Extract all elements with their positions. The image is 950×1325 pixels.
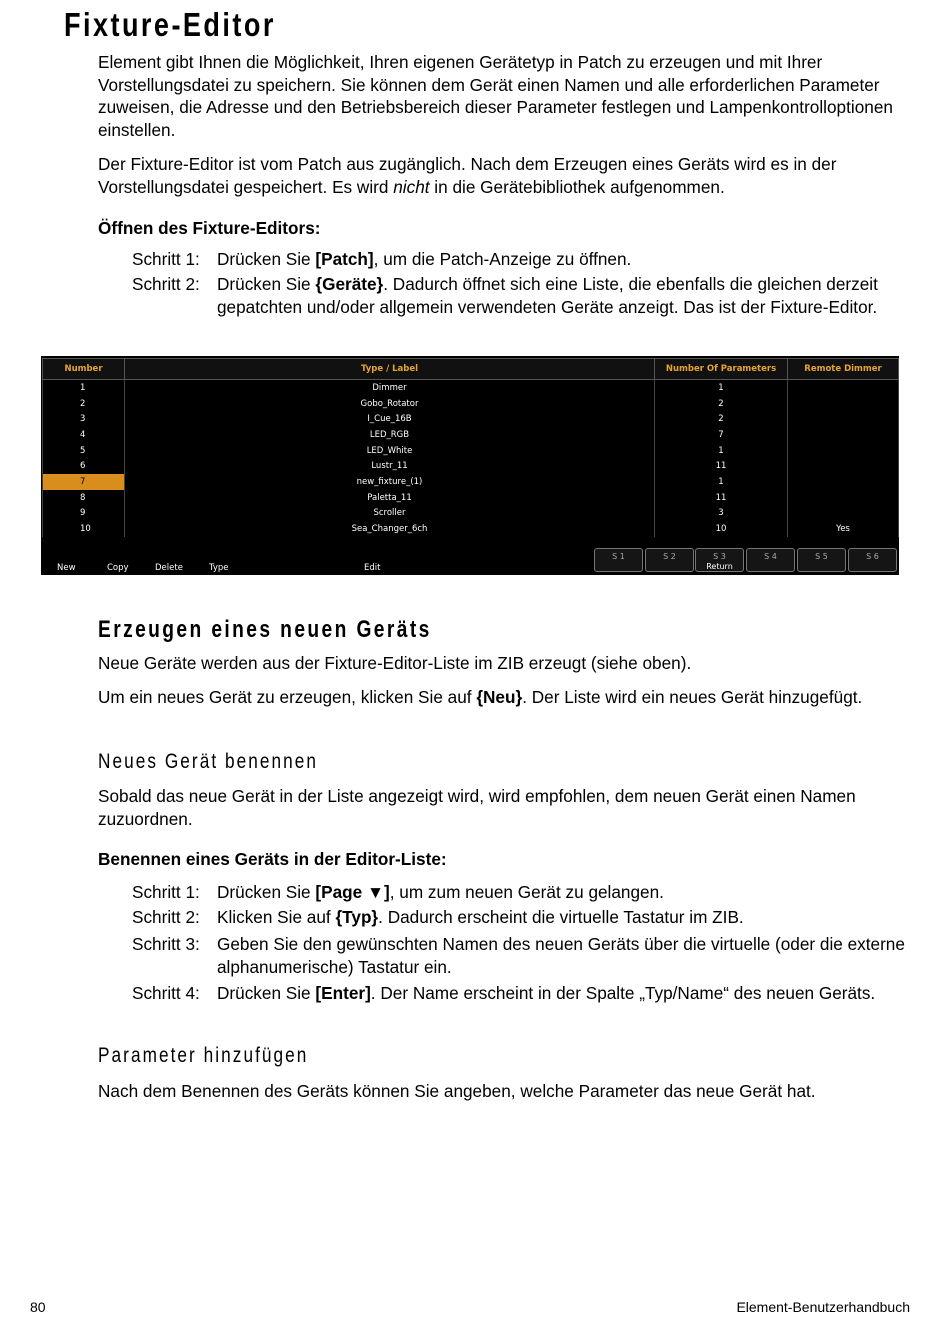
cell-remote-dimmer: [788, 458, 899, 474]
cell-parameters: 7: [655, 427, 788, 443]
cell-type-label: LED_White: [125, 443, 655, 459]
cell-parameters: 11: [655, 458, 788, 474]
cell-remote-dimmer: [788, 411, 899, 427]
table-row[interactable]: [43, 506, 899, 522]
step-2b: Schritt 2: Klicken Sie auf {Typ}. Dadurch erscheint die virtuelle Tastatur im ZIB.: [132, 907, 744, 927]
cell-number: 5: [43, 443, 125, 459]
cell-number: 6: [43, 458, 125, 474]
cell-number: 7: [43, 474, 125, 490]
step-1b: Schritt 1: Drücken Sie [Page ▼], um zum neuen Gerät zu gelangen.: [132, 882, 664, 902]
cell-parameters: 3: [655, 506, 788, 522]
intro-paragraph: Element gibt Ihnen die Möglichkeit, Ihren eigenen Gerätetyp in Patch zu erzeugen und mit Ihrer Vorstellungsdatei zu speichern. Sie können dem Gerät einen Namen und alle erforderlichen Parameter zuweisen, die Adresse und den Betriebsbereich dieser Parameter festlegen und Lampenkontrolloptionen einstellen.: [98, 52, 893, 140]
step-2: Schritt 2: Drücken Sie {Geräte}. Dadurch öffnet sich eine Liste, die ebenfalls die gleichen derzeit gepatchten und/oder allgemein verwendeten Geräte anzeigt. Das ist der Fixture-Editor.: [132, 274, 878, 317]
cell-number: 9: [43, 506, 125, 522]
cell-parameters: 1: [655, 443, 788, 459]
step-3b: Schritt 3: Geben Sie den gewünschten Namen des neuen Geräts über die virtuelle (oder die externe alphanumerische) Tastatur ein.: [132, 934, 905, 977]
softkey-new[interactable]: New: [57, 563, 76, 573]
cell-number: 1: [43, 380, 125, 396]
cell-parameters: 2: [655, 411, 788, 427]
table-row[interactable]: [43, 443, 899, 459]
softkey-type[interactable]: Type: [209, 563, 229, 573]
softkey-bar: [41, 547, 899, 575]
section2-paragraph-2: Um ein neues Gerät zu erzeugen, klicken Sie auf {Neu}. Der Liste wird ein neues Gerät hinzugefügt.: [98, 687, 863, 707]
cell-number: 3: [43, 411, 125, 427]
cell-remote-dimmer: [788, 490, 899, 506]
procedure-title: Öffnen des Fixture-Editors:: [98, 218, 321, 238]
cell-type-label: Lustr_11: [125, 458, 655, 474]
fixture-editor-screenshot: [41, 356, 899, 575]
fixture-table: [42, 358, 899, 537]
table-row[interactable]: [43, 411, 899, 427]
cell-type-label: Gobo_Rotator: [125, 396, 655, 412]
cell-type-label: Sea_Changer_6ch: [125, 521, 655, 537]
cell-parameters: 1: [655, 474, 788, 490]
cell-type-label: Scroller: [125, 506, 655, 522]
fkey-s3[interactable]: S 3 Return: [695, 548, 744, 572]
cell-remote-dimmer: [788, 380, 899, 396]
cell-number: 2: [43, 396, 125, 412]
fkey-s1[interactable]: S 1: [594, 548, 643, 572]
softkey-delete[interactable]: Delete: [155, 563, 183, 573]
table-row[interactable]: [43, 427, 899, 443]
fkey-s4[interactable]: S 4: [746, 548, 795, 572]
cell-type-label: new_fixture_(1): [125, 474, 655, 490]
cell-parameters: 1: [655, 380, 788, 396]
section-heading-name-fixture: Neues Gerät benennen: [98, 750, 319, 773]
footer-book-title: Element-Benutzerhandbuch: [736, 1299, 910, 1315]
table-row[interactable]: [43, 380, 899, 396]
cell-number: 8: [43, 490, 125, 506]
intro-paragraph-2: Der Fixture-Editor ist vom Patch aus zugänglich. Nach dem Erzeugen eines Geräts wird es in der Vorstellungsdatei gespeichert. Es wird nicht in die Gerätebibliothek aufgenommen.: [98, 154, 837, 197]
cell-remote-dimmer: [788, 443, 899, 459]
cell-number: 10: [43, 521, 125, 537]
page-number: 80: [30, 1299, 46, 1315]
cell-parameters: 10: [655, 521, 788, 537]
fkey-s5[interactable]: S 5: [797, 548, 846, 572]
table-row[interactable]: [43, 458, 899, 474]
column-header-number: Number: [43, 359, 125, 380]
cell-type-label: LED_RGB: [125, 427, 655, 443]
section-heading-add-parameters: Parameter hinzufügen: [98, 1044, 309, 1067]
softkey-edit[interactable]: Edit: [364, 563, 381, 573]
cell-remote-dimmer: Yes: [788, 521, 899, 537]
table-row[interactable]: [43, 521, 899, 537]
section2-paragraph-1: Neue Geräte werden aus der Fixture-Editor-Liste im ZIB erzeugt (siehe oben).: [98, 653, 692, 673]
fkey-s6[interactable]: S 6: [848, 548, 897, 572]
cell-remote-dimmer: [788, 396, 899, 412]
table-row[interactable]: [43, 474, 899, 490]
cell-parameters: 2: [655, 396, 788, 412]
step-1: Schritt 1: Drücken Sie [Patch], um die Patch-Anzeige zu öffnen.: [132, 249, 632, 269]
fkey-s2[interactable]: S 2: [645, 548, 694, 572]
column-header-type-label: Type / Label: [125, 359, 655, 380]
cell-type-label: I_Cue_16B: [125, 411, 655, 427]
section3-paragraph: Sobald das neue Gerät in der Liste angezeigt wird, wird empfohlen, dem neuen Gerät einen Namen zuzuordnen.: [98, 786, 856, 829]
column-header-remote-dimmer: Remote Dimmer: [788, 359, 899, 380]
cell-remote-dimmer: [788, 474, 899, 490]
table-row[interactable]: [43, 396, 899, 412]
cell-remote-dimmer: [788, 427, 899, 443]
cell-number: 4: [43, 427, 125, 443]
cell-remote-dimmer: [788, 506, 899, 522]
section4-paragraph: Nach dem Benennen des Geräts können Sie angeben, welche Parameter das neue Gerät hat.: [98, 1081, 816, 1101]
column-header-parameters: Number Of Parameters: [655, 359, 788, 380]
section-heading-new-fixture: Erzeugen eines neuen Geräts: [98, 616, 432, 643]
cell-type-label: Paletta_11: [125, 490, 655, 506]
step-4b: Schritt 4: Drücken Sie [Enter]. Der Name erscheint in der Spalte „Typ/Name“ des neuen Geräts.: [132, 983, 876, 1003]
cell-parameters: 11: [655, 490, 788, 506]
cell-type-label: Dimmer: [125, 380, 655, 396]
softkey-copy[interactable]: Copy: [107, 563, 129, 573]
table-row[interactable]: [43, 490, 899, 506]
page-title: Fixture-Editor: [64, 6, 276, 43]
procedure-title-2: Benennen eines Geräts in der Editor-Liste:: [98, 849, 447, 869]
